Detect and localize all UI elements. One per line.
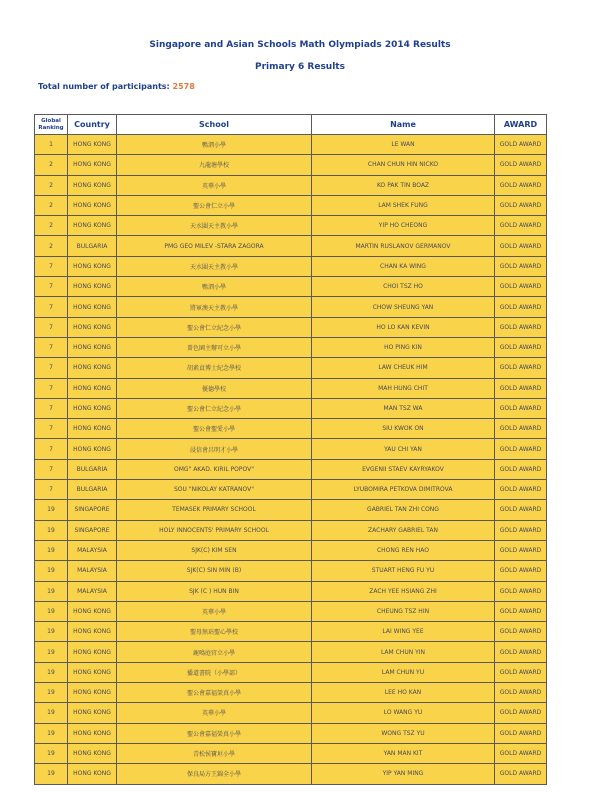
ranking-cell: 19	[35, 662, 68, 682]
table-row	[35, 175, 547, 195]
name-cell: HO PING KIN	[312, 337, 495, 357]
table-row	[35, 540, 547, 560]
award-cell: GOLD AWARD	[495, 155, 547, 175]
school-cell: 浸信會呂明才小學	[117, 439, 312, 459]
ranking-cell: 19	[35, 683, 68, 703]
table-row	[35, 500, 547, 520]
ranking-cell: 19	[35, 500, 68, 520]
ranking-cell: 2	[35, 155, 68, 175]
header-country: Country	[68, 115, 117, 135]
school-cell: 英華小學	[117, 601, 312, 621]
table-row	[35, 135, 547, 155]
ranking-cell: 7	[35, 297, 68, 317]
school-cell: 鴨泗小學	[117, 277, 312, 297]
table-row	[35, 743, 547, 763]
name-cell: KO PAK TIN BOAZ	[312, 175, 495, 195]
award-cell: GOLD AWARD	[495, 540, 547, 560]
country-cell: MALAYSIA	[68, 581, 117, 601]
name-cell: YIP HO CHEONG	[312, 216, 495, 236]
name-cell: MAN TSZ WA	[312, 398, 495, 418]
country-cell: HONG KONG	[68, 358, 117, 378]
table-row	[35, 317, 547, 337]
ranking-cell: 2	[35, 195, 68, 215]
ranking-cell: 19	[35, 642, 68, 662]
school-cell: PMG GEO MILEV -STARA ZAGORA	[117, 236, 312, 256]
award-cell: GOLD AWARD	[495, 236, 547, 256]
award-cell: GOLD AWARD	[495, 459, 547, 479]
ranking-cell: 2	[35, 175, 68, 195]
award-cell: GOLD AWARD	[495, 500, 547, 520]
country-cell: HONG KONG	[68, 297, 117, 317]
name-cell: LE WAN	[312, 135, 495, 155]
name-cell: HO LO KAN KEVIN	[312, 317, 495, 337]
school-cell: HOLY INNOCENTS' PRIMARY SCHOOL	[117, 520, 312, 540]
ranking-cell: 2	[35, 216, 68, 236]
table-row	[35, 561, 547, 581]
name-cell: MARTIN RUSLANOV GERMANOV	[312, 236, 495, 256]
school-cell: OMG" AKAD. KIRIL POPOV"	[117, 459, 312, 479]
table-row	[35, 277, 547, 297]
table-row	[35, 337, 547, 357]
name-cell: LAM CHUN YIN	[312, 642, 495, 662]
table-row	[35, 703, 547, 723]
award-cell: GOLD AWARD	[495, 662, 547, 682]
school-cell: 將軍澳天主教小學	[117, 297, 312, 317]
country-cell: HONG KONG	[68, 662, 117, 682]
country-cell: HONG KONG	[68, 703, 117, 723]
ranking-cell: 2	[35, 236, 68, 256]
ranking-cell: 19	[35, 520, 68, 540]
ranking-cell: 19	[35, 764, 68, 784]
table-row	[35, 378, 547, 398]
table-row	[35, 195, 547, 215]
table-row	[35, 520, 547, 540]
name-cell: SIU KWOK ON	[312, 419, 495, 439]
ranking-cell: 7	[35, 358, 68, 378]
table-row	[35, 764, 547, 784]
ranking-cell: 19	[35, 581, 68, 601]
ranking-cell: 19	[35, 622, 68, 642]
award-cell: GOLD AWARD	[495, 135, 547, 155]
award-cell: GOLD AWARD	[495, 398, 547, 418]
award-cell: GOLD AWARD	[495, 317, 547, 337]
award-cell: GOLD AWARD	[495, 195, 547, 215]
school-cell: 聖公會嘉福榮真小學	[117, 683, 312, 703]
table-header-row	[35, 115, 547, 135]
country-cell: HONG KONG	[68, 642, 117, 662]
table-row	[35, 155, 547, 175]
award-cell: GOLD AWARD	[495, 703, 547, 723]
name-cell: ZACH YEE HSIANG ZHI	[312, 581, 495, 601]
award-cell: GOLD AWARD	[495, 378, 547, 398]
table-row	[35, 236, 547, 256]
school-cell: 天水圍天主教小學	[117, 216, 312, 236]
award-cell: GOLD AWARD	[495, 743, 547, 763]
school-cell: 鹿鳴庭官立小學	[117, 642, 312, 662]
school-cell: 九龍塘學校	[117, 155, 312, 175]
table-row	[35, 601, 547, 621]
name-cell: CHOW SHEUNG YAN	[312, 297, 495, 317]
school-cell: 聖公會仁立紀念小學	[117, 398, 312, 418]
name-cell: WONG TSZ YU	[312, 723, 495, 743]
ranking-cell: 19	[35, 561, 68, 581]
country-cell: HONG KONG	[68, 337, 117, 357]
results-table	[34, 114, 547, 785]
country-cell: HONG KONG	[68, 764, 117, 784]
country-cell: HONG KONG	[68, 683, 117, 703]
table-row	[35, 622, 547, 642]
country-cell: HONG KONG	[68, 256, 117, 276]
document-title: Singapore and Asian Schools Math Olympiads 2014 Results	[149, 40, 451, 50]
ranking-cell: 7	[35, 317, 68, 337]
school-cell: 聖公會嘉福榮真小學	[117, 723, 312, 743]
country-cell: BULGARIA	[68, 236, 117, 256]
ranking-cell: 19	[35, 723, 68, 743]
award-cell: GOLD AWARD	[495, 642, 547, 662]
school-cell: 優德學校	[117, 378, 312, 398]
award-cell: GOLD AWARD	[495, 622, 547, 642]
name-cell: LYUBOMIRA PETKOVA DIMITROVA	[312, 480, 495, 500]
ranking-cell: 7	[35, 480, 68, 500]
award-cell: GOLD AWARD	[495, 175, 547, 195]
school-cell: 聖公會聖愛小學	[117, 419, 312, 439]
award-cell: GOLD AWARD	[495, 480, 547, 500]
header-award: AWARD	[495, 115, 547, 135]
table-row	[35, 398, 547, 418]
school-cell: 聖公會仁立紀念小學	[117, 317, 312, 337]
name-cell: YIP YAN MING	[312, 764, 495, 784]
country-cell: MALAYSIA	[68, 561, 117, 581]
award-cell: GOLD AWARD	[495, 358, 547, 378]
country-cell: SINGAPORE	[68, 500, 117, 520]
name-cell: LAM CHUN YU	[312, 662, 495, 682]
participants-total-label: Total number of participants:	[38, 82, 170, 91]
award-cell: GOLD AWARD	[495, 764, 547, 784]
ranking-cell: 7	[35, 459, 68, 479]
name-cell: STUART HENG FU YU	[312, 561, 495, 581]
country-cell: HONG KONG	[68, 216, 117, 236]
school-cell: SJK (C ) HUN BIN	[117, 581, 312, 601]
table-row	[35, 642, 547, 662]
table-row	[35, 297, 547, 317]
table-row	[35, 723, 547, 743]
table-row	[35, 459, 547, 479]
country-cell: HONG KONG	[68, 398, 117, 418]
country-cell: HONG KONG	[68, 135, 117, 155]
country-cell: BULGARIA	[68, 459, 117, 479]
school-cell: 聖公會仁立小學	[117, 195, 312, 215]
name-cell: CHONG REN HAO	[312, 540, 495, 560]
table-row	[35, 419, 547, 439]
award-cell: GOLD AWARD	[495, 561, 547, 581]
country-cell: SINGAPORE	[68, 520, 117, 540]
school-cell: 鴨泗小學	[117, 135, 312, 155]
school-cell: 聖母無玷聖心學校	[117, 622, 312, 642]
school-cell: 天水圍天主教小學	[117, 256, 312, 276]
header-global-ranking: Global Ranking	[35, 115, 68, 135]
document-subtitle: Primary 6 Results	[255, 62, 345, 72]
school-cell: 保良局方王錦全小學	[117, 764, 312, 784]
name-cell: CHEUNG TSZ HIN	[312, 601, 495, 621]
header-school: School	[117, 115, 312, 135]
ranking-cell: 19	[35, 601, 68, 621]
country-cell: HONG KONG	[68, 195, 117, 215]
school-cell: 嗇色園主辦可立小學	[117, 337, 312, 357]
name-cell: LAW CHEUK HIM	[312, 358, 495, 378]
award-cell: GOLD AWARD	[495, 297, 547, 317]
award-cell: GOLD AWARD	[495, 581, 547, 601]
ranking-cell: 7	[35, 337, 68, 357]
award-cell: GOLD AWARD	[495, 601, 547, 621]
participants-total	[38, 82, 195, 91]
table-row	[35, 439, 547, 459]
award-cell: GOLD AWARD	[495, 277, 547, 297]
country-cell: HONG KONG	[68, 601, 117, 621]
country-cell: HONG KONG	[68, 723, 117, 743]
table-row	[35, 683, 547, 703]
table-row	[35, 216, 547, 236]
award-cell: GOLD AWARD	[495, 439, 547, 459]
school-cell: 胡素貞博士紀念學校	[117, 358, 312, 378]
header-name: Name	[312, 115, 495, 135]
name-cell: CHAN KA WING	[312, 256, 495, 276]
table-row	[35, 480, 547, 500]
ranking-cell: 7	[35, 419, 68, 439]
award-cell: GOLD AWARD	[495, 723, 547, 743]
ranking-cell: 19	[35, 743, 68, 763]
school-cell: 英華小學	[117, 703, 312, 723]
school-cell: SJK(C) SIN MIN (B)	[117, 561, 312, 581]
name-cell: MAH HUNG CHIT	[312, 378, 495, 398]
name-cell: LAM SHEK FUNG	[312, 195, 495, 215]
name-cell: CHAN CHUN HIN NICKO	[312, 155, 495, 175]
award-cell: GOLD AWARD	[495, 419, 547, 439]
award-cell: GOLD AWARD	[495, 256, 547, 276]
award-cell: GOLD AWARD	[495, 520, 547, 540]
name-cell: EVGENII STAEV KAYRYAKOV	[312, 459, 495, 479]
school-cell: 青松侯寶垣小學	[117, 743, 312, 763]
ranking-cell: 19	[35, 703, 68, 723]
country-cell: BULGARIA	[68, 480, 117, 500]
name-cell: GABRIEL TAN ZHI CONG	[312, 500, 495, 520]
school-cell: TEMASEK PRIMARY SCHOOL	[117, 500, 312, 520]
country-cell: HONG KONG	[68, 175, 117, 195]
school-cell: 播道書院（小學部）	[117, 662, 312, 682]
table-row	[35, 358, 547, 378]
table-row	[35, 662, 547, 682]
table-row	[35, 581, 547, 601]
ranking-cell: 7	[35, 378, 68, 398]
ranking-cell: 19	[35, 540, 68, 560]
country-cell: HONG KONG	[68, 378, 117, 398]
name-cell: YAU CHI YAN	[312, 439, 495, 459]
country-cell: HONG KONG	[68, 622, 117, 642]
award-cell: GOLD AWARD	[495, 216, 547, 236]
name-cell: ZACHARY GABRIEL TAN	[312, 520, 495, 540]
school-cell: 英華小學	[117, 175, 312, 195]
country-cell: HONG KONG	[68, 439, 117, 459]
name-cell: LAI WING YEE	[312, 622, 495, 642]
name-cell: YAN MAN KIT	[312, 743, 495, 763]
award-cell: GOLD AWARD	[495, 683, 547, 703]
ranking-cell: 7	[35, 277, 68, 297]
name-cell: CHOI TSZ HO	[312, 277, 495, 297]
name-cell: LEE HO KAN	[312, 683, 495, 703]
ranking-cell: 7	[35, 398, 68, 418]
school-cell: SOU "NIKOLAY KATRANOV"	[117, 480, 312, 500]
award-cell: GOLD AWARD	[495, 337, 547, 357]
school-cell: SJK(C) KIM SEN	[117, 540, 312, 560]
table-row	[35, 256, 547, 276]
country-cell: HONG KONG	[68, 155, 117, 175]
country-cell: MALAYSIA	[68, 540, 117, 560]
country-cell: HONG KONG	[68, 743, 117, 763]
country-cell: HONG KONG	[68, 419, 117, 439]
ranking-cell: 7	[35, 256, 68, 276]
participants-total-value: 2578	[172, 82, 195, 91]
name-cell: LO WANG YU	[312, 703, 495, 723]
ranking-cell: 1	[35, 135, 68, 155]
country-cell: HONG KONG	[68, 277, 117, 297]
ranking-cell: 7	[35, 439, 68, 459]
country-cell: HONG KONG	[68, 317, 117, 337]
